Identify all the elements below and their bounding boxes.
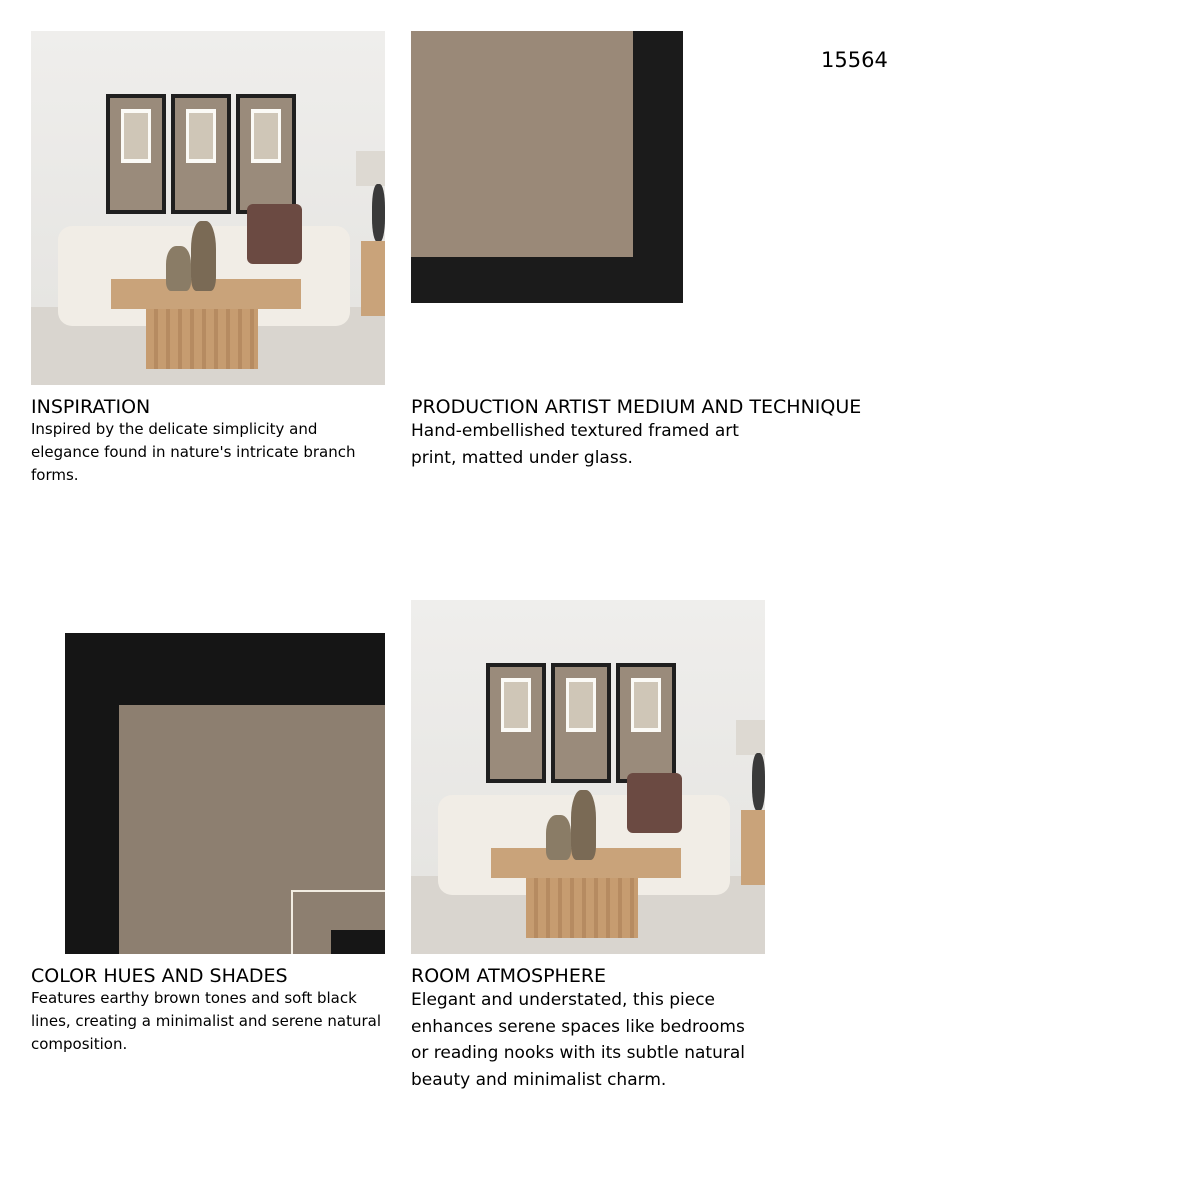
color-hues-text: Features earthy brown tones and soft black lines, creating a minimalist and serene natural composition. bbox=[31, 989, 382, 1053]
frame-texture-image bbox=[31, 600, 385, 954]
room-scene-image bbox=[31, 31, 385, 385]
room-atmosphere-text: Elegant and understated, this piece enhances serene spaces like bedrooms or reading nooks with its subtle natural beauty and minimalist charm. bbox=[411, 990, 746, 1090]
product-sku: 15564 bbox=[821, 48, 888, 72]
medium-technique-heading: PRODUCTION ARTIST MEDIUM AND TECHNIQUE bbox=[411, 396, 862, 418]
frame-corner-image bbox=[411, 31, 683, 303]
inspiration-heading: INSPIRATION bbox=[31, 396, 151, 418]
room-atmosphere-image bbox=[411, 600, 765, 954]
room-atmosphere-heading: ROOM ATMOSPHERE bbox=[411, 965, 607, 987]
medium-technique-text: Hand-embellished textured framed art print, matted under glass. bbox=[411, 421, 739, 468]
color-hues-heading: COLOR HUES AND SHADES bbox=[31, 965, 288, 987]
inspiration-text: Inspired by the delicate simplicity and elegance found in nature's intricate branch forms. bbox=[31, 420, 356, 484]
